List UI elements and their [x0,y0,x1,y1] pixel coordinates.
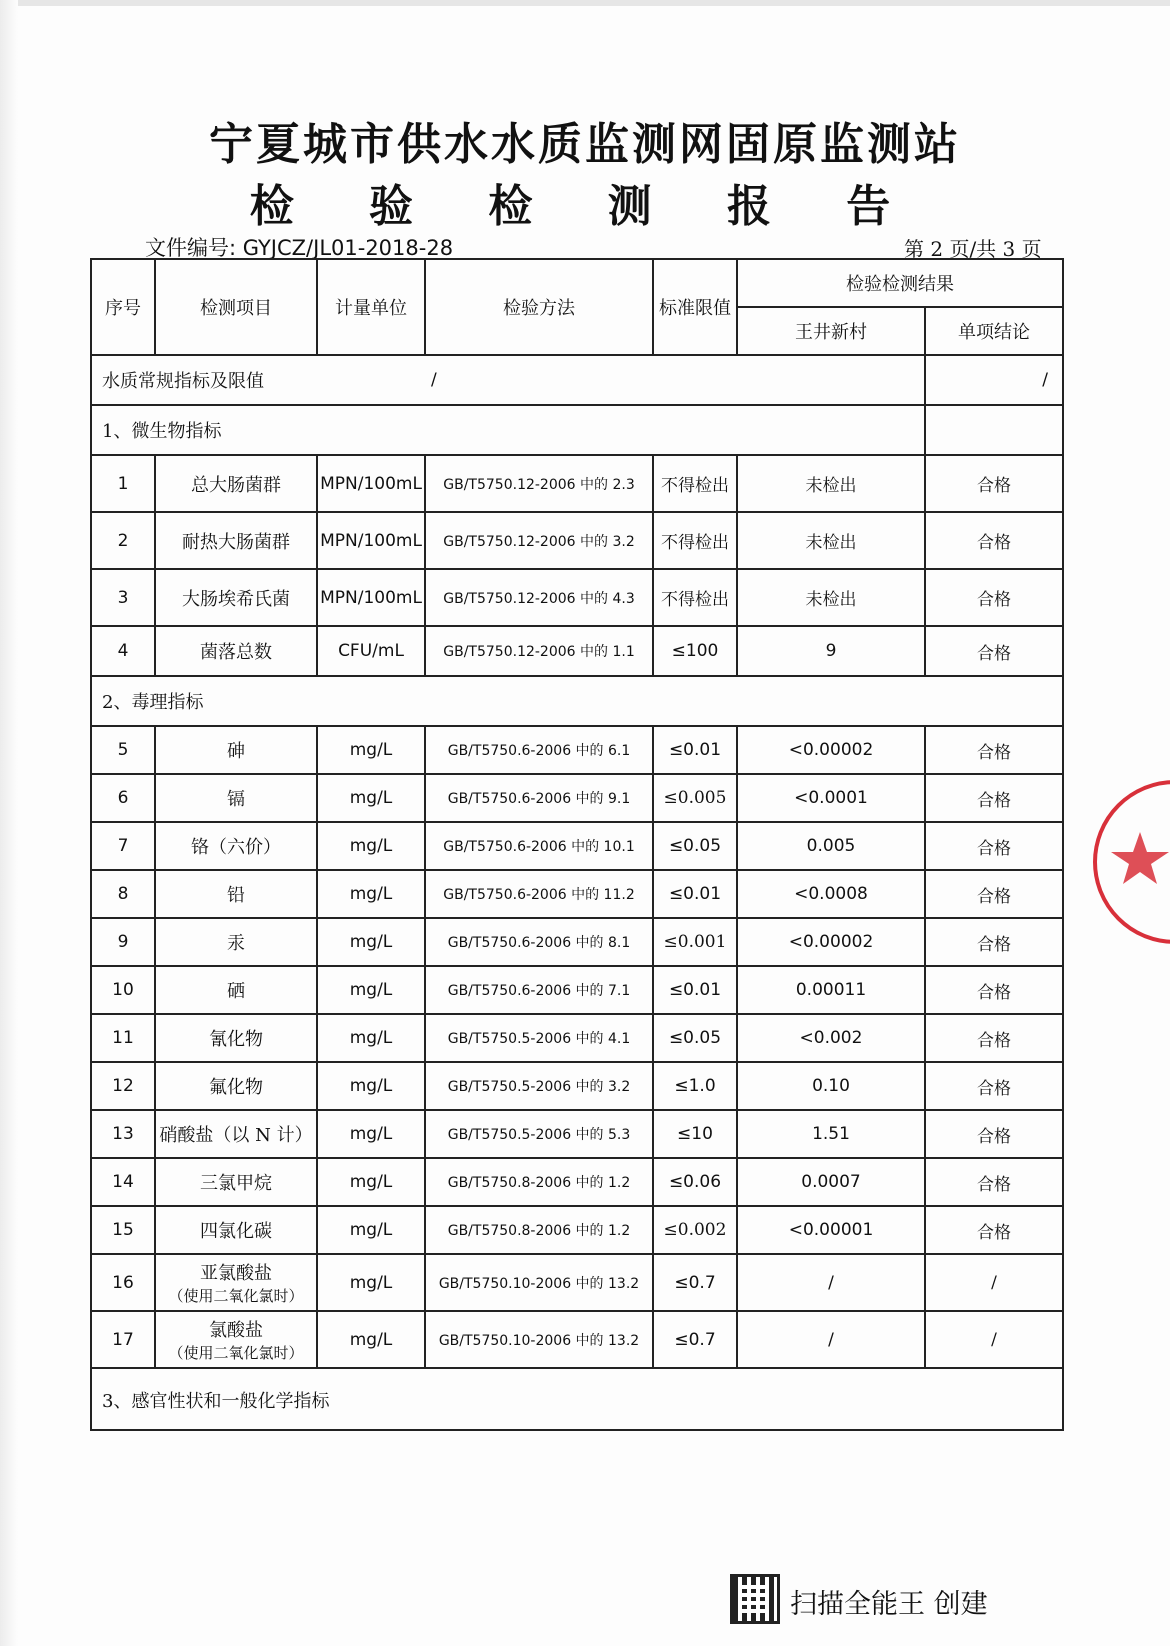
table-row [91,822,1063,870]
row-item [155,726,317,774]
row-item-name: 总大肠菌群 [191,474,281,496]
table-row [91,1062,1063,1110]
scanner-watermark [730,1574,1050,1634]
page-top-edge [0,0,1170,6]
row-item-name: 汞 [227,933,245,954]
row-result: <0.00002 [737,726,925,774]
row-item-name: 铬（六价） [191,837,281,858]
row-limit: ≤0.7 [653,1311,737,1368]
row-method: GB/T5750.6-2006 中的 6.1 [425,726,653,774]
row-method: GB/T5750.6-2006 中的 9.1 [425,774,653,822]
row-unit: mg/L [317,870,425,918]
row-item [155,1110,317,1158]
row-item [155,626,317,676]
row-conclusion: / [925,1311,1063,1368]
row-result: <0.00001 [737,1206,925,1254]
row-conclusion: 合格 [925,966,1063,1014]
header-row-1 [91,259,1063,307]
col-item: 检测项目 [155,259,317,355]
col-limit: 标准限值 [653,259,737,355]
section-micro-blank [925,405,1063,455]
row-item [155,455,317,512]
table-row [91,1254,1063,1311]
row-conclusion: 合格 [925,1062,1063,1110]
row-item-name: 镉 [227,789,245,810]
row-unit: mg/L [317,966,425,1014]
table-row [91,1158,1063,1206]
row-conclusion: 合格 [925,512,1063,569]
row-no: 11 [91,1014,155,1062]
scanner-text: 扫描全能王 创建 [790,1589,988,1620]
row-item [155,918,317,966]
row-limit: ≤0.05 [653,1014,737,1062]
row-method: GB/T5750.12-2006 中的 3.2 [425,512,653,569]
table-row [91,1311,1063,1368]
row-item-name: 硒 [227,981,245,1002]
table-row [91,512,1063,569]
row-no: 8 [91,870,155,918]
row-conclusion: 合格 [925,918,1063,966]
section-general: 水质常规指标及限值 [91,355,425,405]
row-conclusion: 合格 [925,870,1063,918]
row-result: / [737,1311,925,1368]
row-method: GB/T5750.10-2006 中的 13.2 [425,1254,653,1311]
row-conclusion: 合格 [925,569,1063,626]
section-toxic-row [91,676,1063,726]
row-item-name: 氯酸盐 [209,1320,263,1341]
row-conclusion: 合格 [925,726,1063,774]
row-method: GB/T5750.6-2006 中的 11.2 [425,870,653,918]
row-method: GB/T5750.8-2006 中的 1.2 [425,1158,653,1206]
row-no: 14 [91,1158,155,1206]
row-conclusion: 合格 [925,1206,1063,1254]
row-limit: ≤0.06 [653,1158,737,1206]
row-item-name: 氟化物 [209,1077,263,1098]
row-limit: ≤0.005 [653,774,737,822]
row-unit: mg/L [317,1062,425,1110]
row-item-name: 铅 [227,885,245,906]
row-limit: ≤0.01 [653,726,737,774]
row-unit: mg/L [317,918,425,966]
org-title: 宁夏城市供水水质监测网固原监测站 [209,119,961,170]
row-unit: MPN/100mL [317,569,425,626]
table-row [91,455,1063,512]
row-no: 10 [91,966,155,1014]
row-result: 未检出 [737,512,925,569]
row-unit: CFU/mL [317,626,425,676]
row-limit: 不得检出 [653,455,737,512]
row-result: <0.00002 [737,918,925,966]
page-number: 第 2 页/共 3 页 [904,237,1042,261]
row-method: GB/T5750.12-2006 中的 4.3 [425,569,653,626]
row-method: GB/T5750.6-2006 中的 10.1 [425,822,653,870]
row-unit: MPN/100mL [317,512,425,569]
row-unit: mg/L [317,774,425,822]
row-limit: ≤0.01 [653,966,737,1014]
section-sensory: 3、感官性状和一般化学指标 [91,1368,1063,1430]
section-sensory-row [91,1368,1063,1430]
row-limit: ≤0.002 [653,1206,737,1254]
row-method: GB/T5750.12-2006 中的 2.3 [425,455,653,512]
row-no: 9 [91,918,155,966]
general-method-slash: / [425,355,925,405]
row-no: 6 [91,774,155,822]
results-table [90,258,1064,1431]
section-micro: 1、微生物指标 [91,405,925,455]
row-conclusion: 合格 [925,626,1063,676]
row-item [155,822,317,870]
row-conclusion: 合格 [925,774,1063,822]
row-unit: mg/L [317,1158,425,1206]
row-unit: mg/L [317,1206,425,1254]
row-item-name: 硝酸盐（以 N 计） [159,1125,313,1146]
row-no: 17 [91,1311,155,1368]
row-limit: 不得检出 [653,512,737,569]
row-unit: mg/L [317,1254,425,1311]
table-row [91,1014,1063,1062]
row-item-name: 耐热大肠菌群 [182,531,290,553]
table-row [91,569,1063,626]
row-limit: ≤0.001 [653,918,737,966]
col-result-group: 检验检测结果 [737,259,1063,307]
row-method: GB/T5750.12-2006 中的 1.1 [425,626,653,676]
row-conclusion: 合格 [925,1110,1063,1158]
row-method: GB/T5750.6-2006 中的 8.1 [425,918,653,966]
col-unit: 计量单位 [317,259,425,355]
row-item-name: 氰化物 [209,1029,263,1050]
row-item-name: 砷 [227,741,245,762]
col-method: 检验方法 [425,259,653,355]
row-unit: mg/L [317,1311,425,1368]
row-item [155,569,317,626]
row-result: <0.0001 [737,774,925,822]
col-seq: 序号 [91,259,155,355]
row-conclusion: 合格 [925,822,1063,870]
row-item [155,512,317,569]
section-micro-row [91,405,1063,455]
row-method: GB/T5750.10-2006 中的 13.2 [425,1311,653,1368]
row-item-name: 四氯化碳 [200,1221,272,1242]
row-unit: mg/L [317,1014,425,1062]
row-limit: 不得检出 [653,569,737,626]
row-unit: MPN/100mL [317,455,425,512]
row-limit: ≤0.05 [653,822,737,870]
row-item [155,870,317,918]
row-limit: ≤1.0 [653,1062,737,1110]
table-row [91,774,1063,822]
row-item-name: 大肠埃希氏菌 [182,588,290,610]
row-no: 12 [91,1062,155,1110]
row-item [155,1158,317,1206]
table-row [91,1110,1063,1158]
row-item-name: 菌落总数 [200,642,272,663]
row-item [155,1254,317,1311]
row-item-name: 三氯甲烷 [200,1173,272,1194]
row-item-name: 亚氯酸盐 [200,1263,272,1284]
row-item [155,1062,317,1110]
table-row [91,870,1063,918]
row-limit: ≤0.7 [653,1254,737,1311]
report-title: 检 验 检 测 报 告 [249,181,921,232]
row-no: 16 [91,1254,155,1311]
row-item [155,1311,317,1368]
row-no: 2 [91,512,155,569]
row-result: 0.00011 [737,966,925,1014]
section-toxic: 2、毒理指标 [91,676,1063,726]
row-result: 9 [737,626,925,676]
row-result: / [737,1254,925,1311]
col-sample: 王井新村 [737,307,925,355]
row-result: 未检出 [737,455,925,512]
row-result: 0.10 [737,1062,925,1110]
table-row [91,1206,1063,1254]
row-no: 15 [91,1206,155,1254]
row-conclusion: 合格 [925,455,1063,512]
col-conclusion: 单项结论 [925,307,1063,355]
table-row [91,726,1063,774]
row-result: 0.0007 [737,1158,925,1206]
row-item-note: （使用二氧化氯时） [168,1344,304,1362]
row-limit: ≤100 [653,626,737,676]
row-method: GB/T5750.5-2006 中的 3.2 [425,1062,653,1110]
row-item [155,774,317,822]
row-no: 5 [91,726,155,774]
row-no: 7 [91,822,155,870]
row-conclusion: / [925,1254,1063,1311]
section-general-row [91,355,1063,405]
row-item-note: （使用二氧化氯时） [168,1287,304,1305]
row-item [155,1014,317,1062]
row-unit: mg/L [317,822,425,870]
red-seal-stamp [1085,772,1170,972]
row-method: GB/T5750.5-2006 中的 4.1 [425,1014,653,1062]
row-limit: ≤10 [653,1110,737,1158]
row-no: 3 [91,569,155,626]
table-row [91,918,1063,966]
table-row [91,966,1063,1014]
row-unit: mg/L [317,726,425,774]
row-conclusion: 合格 [925,1014,1063,1062]
row-result: 0.005 [737,822,925,870]
row-no: 13 [91,1110,155,1158]
page-left-shadow [0,0,18,1646]
row-unit: mg/L [317,1110,425,1158]
row-limit: ≤0.01 [653,870,737,918]
row-result: <0.0008 [737,870,925,918]
row-item [155,966,317,1014]
row-result: 未检出 [737,569,925,626]
file-number: 文件编号: GYJCZ/JL01-2018-28 [145,236,454,260]
general-conclusion-slash: / [925,355,1063,405]
row-method: GB/T5750.6-2006 中的 7.1 [425,966,653,1014]
row-result: <0.002 [737,1014,925,1062]
row-no: 4 [91,626,155,676]
table-row [91,626,1063,676]
row-method: GB/T5750.5-2006 中的 5.3 [425,1110,653,1158]
row-conclusion: 合格 [925,1158,1063,1206]
row-result: 1.51 [737,1110,925,1158]
row-no: 1 [91,455,155,512]
qr-code-icon [730,1574,780,1624]
row-item [155,1206,317,1254]
row-method: GB/T5750.8-2006 中的 1.2 [425,1206,653,1254]
